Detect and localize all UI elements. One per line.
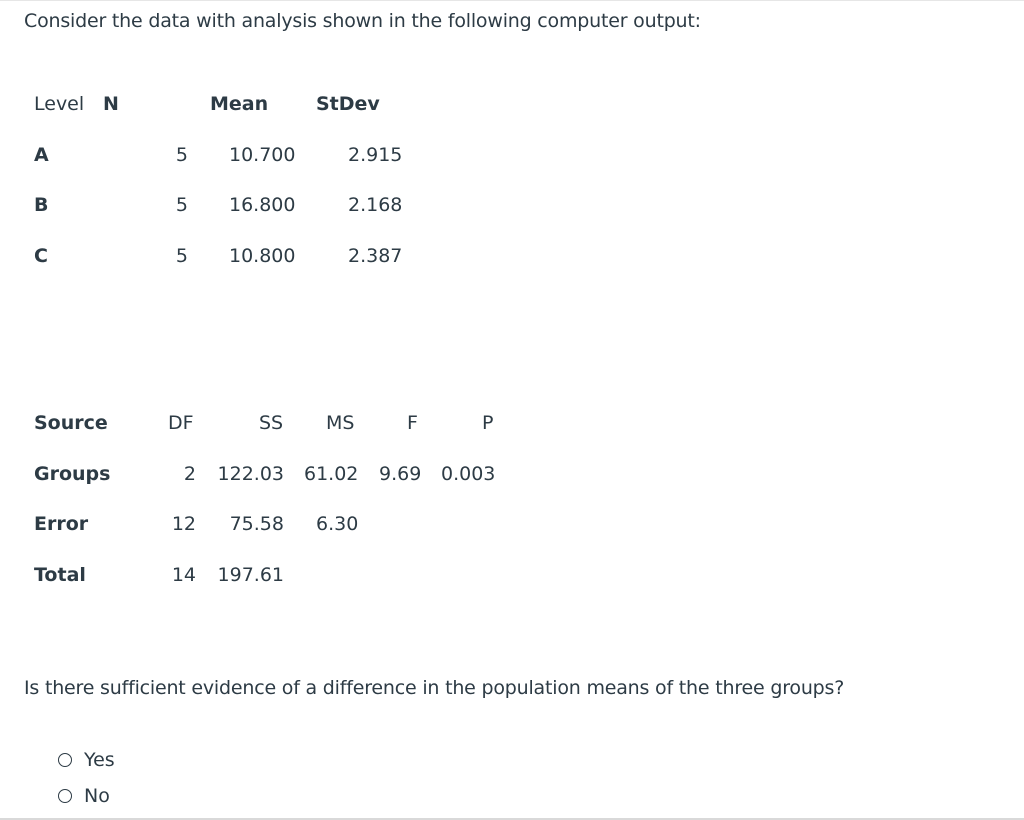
summary-header-level: Level: [34, 93, 85, 115]
anova-row-df: 2: [183, 463, 196, 485]
anova-row-df: 14: [171, 564, 196, 586]
radio-button-icon[interactable]: [58, 789, 72, 803]
anova-header-p: P: [482, 412, 494, 434]
option-label: Yes: [84, 749, 115, 771]
summary-row-level: B: [34, 194, 49, 216]
anova-row-f: 9.69: [379, 463, 422, 485]
anova-row-source: Total: [34, 564, 86, 586]
question-text: Is there sufficient evidence of a difference in the population means of the three groups?: [24, 677, 845, 699]
summary-header-mean: Mean: [210, 93, 269, 115]
anova-row-source: Groups: [34, 463, 111, 485]
summary-row-n: 5: [175, 194, 188, 216]
anova-row-ms: 6.30: [316, 513, 359, 535]
summary-row-mean: 16.800: [229, 194, 296, 216]
summary-row-n: 5: [175, 245, 188, 267]
anova-header-f: F: [407, 412, 418, 434]
option-yes[interactable]: [58, 748, 115, 772]
anova-header-ss: SS: [259, 412, 284, 434]
intro-text: Consider the data with analysis shown in the following computer output:: [24, 10, 701, 32]
anova-row-ss: 197.61: [217, 564, 284, 586]
summary-header-n: N: [103, 93, 119, 115]
summary-row-mean: 10.800: [229, 245, 296, 267]
summary-row-level: C: [34, 245, 48, 267]
anova-header-ms: MS: [326, 412, 355, 434]
summary-header-stdev: StDev: [316, 93, 380, 115]
summary-row-mean: 10.700: [229, 144, 296, 166]
radio-button-icon[interactable]: [58, 753, 72, 767]
summary-row-stdev: 2.387: [348, 245, 403, 267]
anova-row-ss: 122.03: [217, 463, 284, 485]
option-no[interactable]: [58, 784, 110, 808]
anova-row-ss: 75.58: [229, 513, 284, 535]
summary-row-stdev: 2.915: [348, 144, 403, 166]
top-divider: [0, 0, 1024, 1]
anova-row-df: 12: [171, 513, 196, 535]
summary-row-level: A: [34, 144, 49, 166]
anova-header-source: Source: [34, 412, 108, 434]
anova-row-ms: 61.02: [304, 463, 359, 485]
option-label: No: [84, 785, 110, 807]
anova-row-source: Error: [34, 513, 89, 535]
summary-row-n: 5: [175, 144, 188, 166]
summary-row-stdev: 2.168: [348, 194, 403, 216]
anova-row-p: 0.003: [441, 463, 496, 485]
anova-header-df: DF: [168, 412, 194, 434]
